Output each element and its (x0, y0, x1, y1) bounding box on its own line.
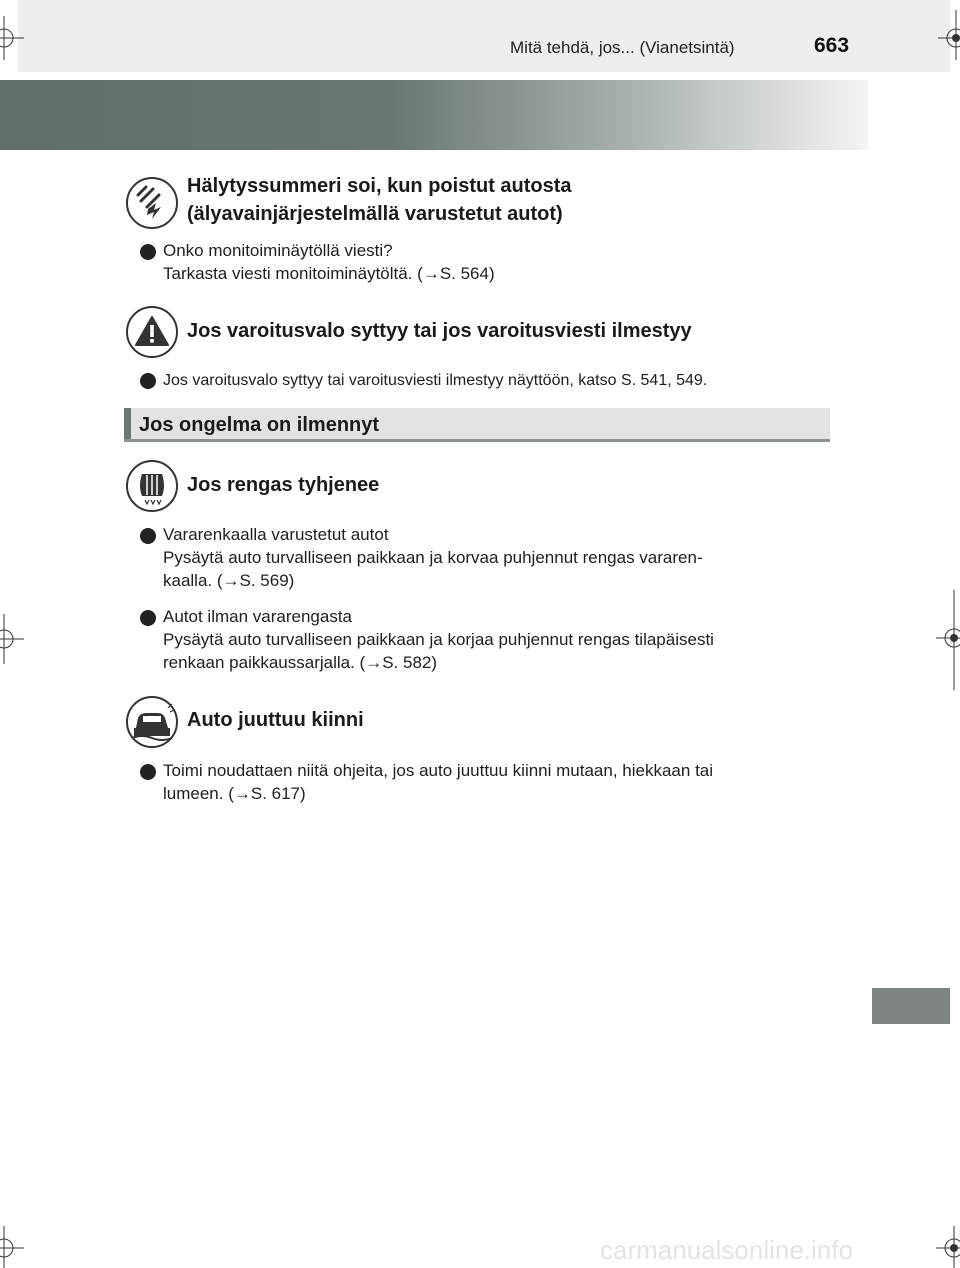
registration-mark-bottom-left-icon (0, 1226, 24, 1268)
chapter-banner (0, 80, 868, 150)
registration-mark-top-left-icon (0, 16, 24, 60)
alarm-item-1-line-1: Onko monitoiminäytöllä viesti? (163, 241, 393, 260)
bullet (140, 764, 156, 780)
registration-mark-bottom-right-icon (930, 1226, 960, 1268)
watermark: carmanualsonline.info (600, 1235, 853, 1265)
tire-item-2-line-2: Pysäytä auto turvalliseen paikkaan ja korjaa puhjennut rengas tilapäisesti (163, 630, 714, 649)
alarm-item-1-line-2: Tarkasta viesti monitoiminäytöltä. (→S. 564) (163, 264, 495, 283)
bullet (140, 244, 156, 260)
alarm-item-1 (163, 239, 825, 285)
bullet (140, 610, 156, 626)
stuck-car-icon (126, 696, 178, 748)
stuck-item-1-line-1: Toimi noudattaen niitä ohjeita, jos auto juuttuu kiinni mutaan, hiekkaan tai (163, 761, 714, 780)
flat-tire-icon (126, 460, 178, 512)
stuck-item-1 (163, 759, 825, 805)
tire-heading: Jos rengas tyhjenee (187, 474, 380, 496)
tire-item-2-line-1: Autot ilman vararengasta (163, 607, 352, 626)
registration-mark-mid-right-icon (930, 590, 960, 690)
alarm-heading-line-1: Hälytyssummeri soi, kun poistut autosta (187, 175, 572, 197)
warning-triangle-icon (126, 306, 178, 358)
tire-item-1 (163, 523, 825, 592)
warning-item-1-line-1: Jos varoitusvalo syttyy tai varoitusviesti ilmestyy näyttöön, katso S. 541, 549. (163, 372, 708, 389)
stuck-item-1-line-2: lumeen. (→S. 617) (163, 784, 306, 803)
section-title: Jos ongelma on ilmennyt (139, 414, 380, 436)
tire-item-1-line-2: Pysäytä auto turvalliseen paikkaan ja korvaa puhjennut rengas vararen- (163, 548, 703, 567)
tire-item-2-line-3: renkaan paikkaussarjalla. (→S. 582) (163, 653, 438, 672)
tire-item-1-line-3: kaalla. (→S. 569) (163, 571, 295, 590)
alarm-heading (187, 172, 572, 228)
tire-item-2 (163, 605, 825, 674)
chapter-side-tab (872, 988, 950, 1024)
stuck-heading: Auto juuttuu kiinni (187, 709, 364, 731)
alarm-buzzer-icon (126, 177, 178, 229)
warning-item-1 (163, 369, 825, 392)
tire-item-1-line-1: Vararenkaalla varustetut autot (163, 525, 389, 544)
warning-heading: Jos varoitusvalo syttyy tai jos varoitusviesti ilmestyy (187, 320, 692, 342)
page-number: 663 (814, 34, 850, 57)
registration-mark-mid-left-icon (0, 614, 24, 664)
header-background (18, 0, 950, 72)
bullet (140, 528, 156, 544)
page-title: Mitä tehdä, jos... (Vianetsintä) (510, 38, 735, 57)
bullet (140, 373, 156, 389)
registration-mark-top-right-icon (932, 10, 960, 60)
alarm-heading-line-2: (älyavainjärjestelmällä varustetut autot) (187, 203, 563, 225)
section-bar-accent (124, 408, 131, 439)
